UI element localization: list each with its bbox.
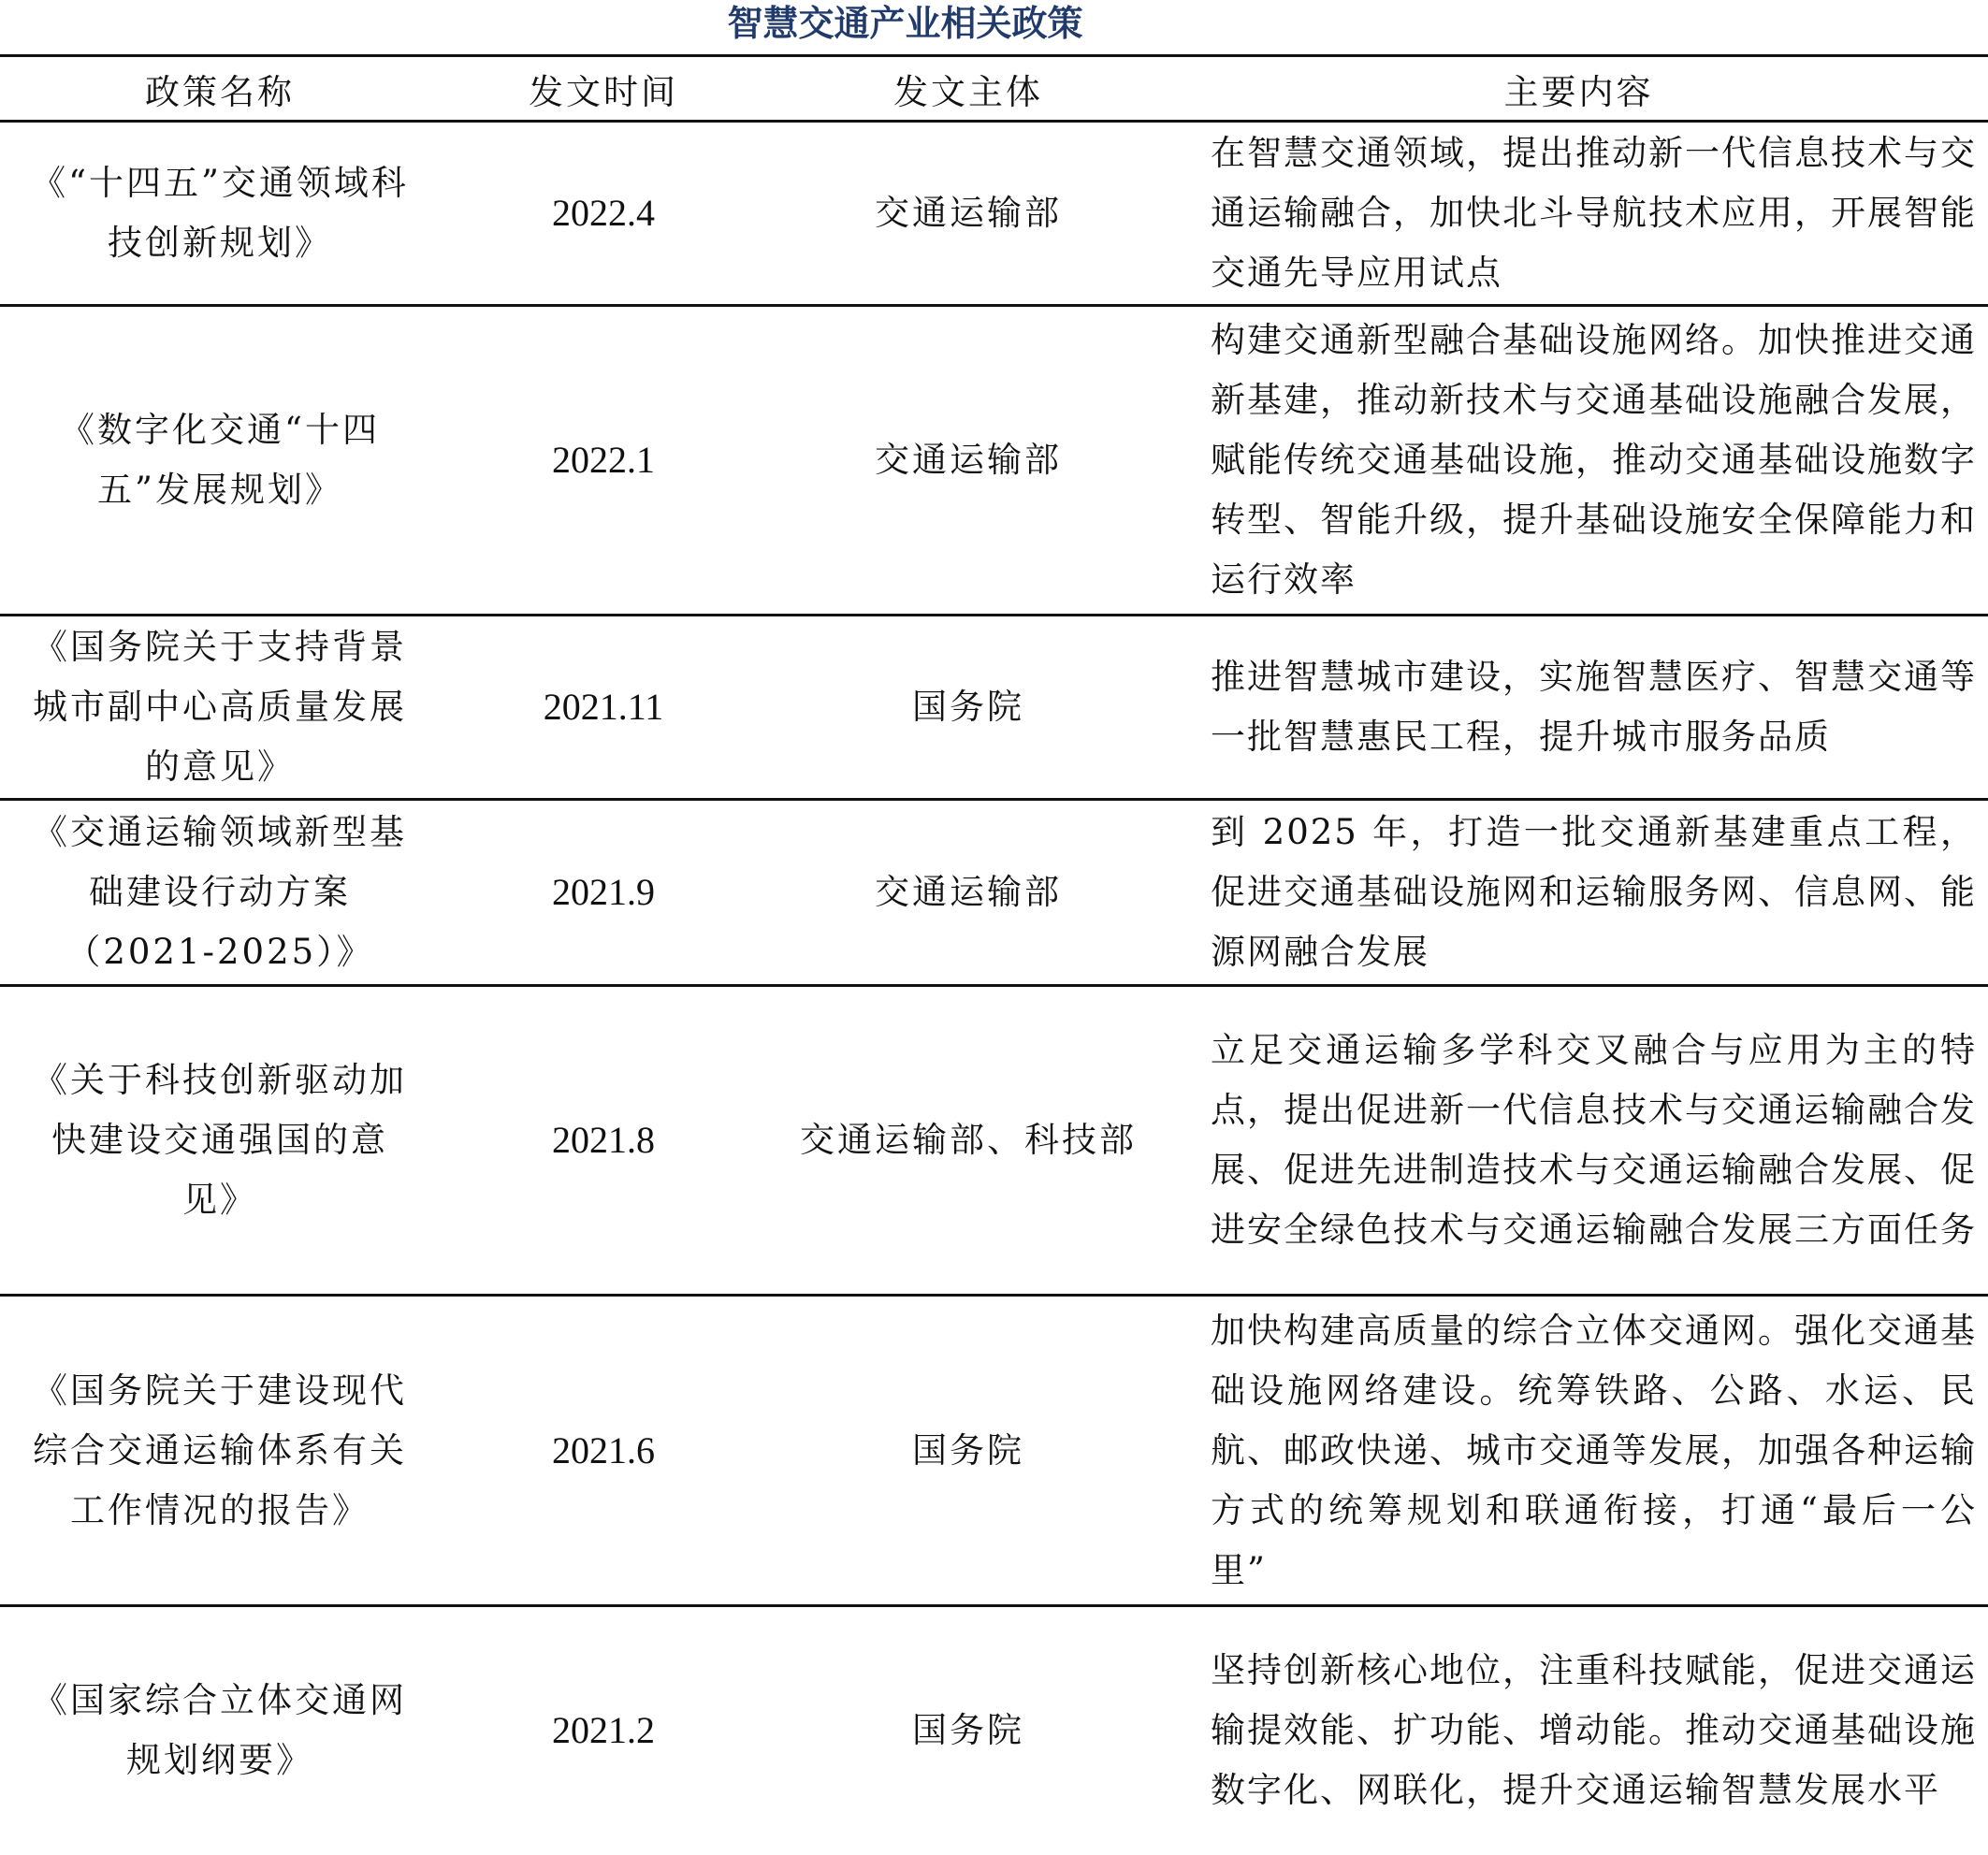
main-content: 坚持创新核心地位，注重科技赋能，促进交通运输提效能、扩功能、增动能。推动交通基础设施数字化、网联化，提升交通运输智慧发展水平 [1211,1650,1977,1811]
policy-name: 《交通运输领域新型基础建设行动方案（2021-2025）》 [33,812,407,972]
issuer: 交通运输部 [767,800,1169,986]
issuer [767,986,1169,1296]
header-issue-date: 发文时间 [440,56,767,122]
policy-name: 《关于科技创新驱动加快建设交通强国的意见》 [33,1060,407,1220]
header-main-content: 主要内容 [1169,56,1988,122]
policy-name-cell [0,1606,440,1855]
issue-date: 2021.11 [440,616,767,800]
policy-table [0,54,1988,1855]
table-row [0,986,1988,1296]
main-content: 推进智慧城市建设，实施智慧医疗、智慧交通等一批智慧惠民工程，提升城市服务品质 [1169,616,1988,800]
issuer: 国务院 [767,1296,1169,1606]
issue-date: 2021.8 [440,986,767,1296]
main-content: 加快构建高质量的综合立体交通网。强化交通基础设施网络建设。统筹铁路、公路、水运、民航、邮政快递、城市交通等发展，加强各种运输方式的统筹规划和联通衔接，打通“最后一公里” [1169,1296,1988,1606]
policy-name-cell [0,800,440,986]
main-content: 在智慧交通领域，提出推动新一代信息技术与交通运输融合，加快北斗导航技术应用，开展智能交通先导应用试点 [1169,122,1988,306]
table-header-row [0,56,1988,122]
policy-name: 《国务院关于建设现代综合交通运输体系有关工作情况的报告》 [33,1370,407,1530]
issue-date: 2022.1 [440,306,767,616]
main-content: 到 2025 年，打造一批交通新基建重点工程，促进交通基础设施网和运输服务网、信息网、能源网融合发展 [1169,800,1988,986]
table-row [0,800,1988,986]
issuer: 国务院 [912,1710,1024,1751]
issue-date: 2021.9 [440,800,767,986]
policy-name-cell [0,986,440,1296]
policy-name: 《数字化交通“十四五”发展规划》 [60,410,380,510]
main-content: 立足交通运输多学科交叉融合与应用为主的特点，提出促进新一代信息技术与交通运输融合发展、促进先进制造技术与交通运输融合发展、促进安全绿色技术与交通运输融合发展三方面任务 [1169,986,1988,1296]
issuer: 国务院 [767,616,1169,800]
policy-name-cell [0,616,440,800]
main-content: 构建交通新型融合基础设施网络。加快推进交通新基建，推动新技术与交通基础设施融合发展，赋能传统交通基础设施，推动交通基础设施数字转型、智能升级，提升基础设施安全保障能力和运行效率 [1169,306,1988,616]
policy-name-cell [0,1296,440,1606]
table-row [0,616,1988,800]
table-row [0,122,1988,306]
policy-name-cell [0,306,440,616]
header-policy-name: 政策名称 [0,56,440,122]
issuer-text: 交通运输部、科技部 [800,1120,1137,1160]
table-row [0,1606,1988,1855]
table-row [0,306,1988,616]
table-title: 智慧交通产业相关政策 [727,2,1083,44]
issue-date: 2021.2 [552,1709,655,1752]
issue-date: 2022.4 [440,122,767,306]
table-row [0,1296,1988,1606]
header-issuer: 发文主体 [767,56,1169,122]
issuer: 交通运输部 [767,306,1169,616]
policy-name: 《“十四五”交通领域科技创新规划》 [31,163,409,263]
issuer: 交通运输部 [767,122,1169,306]
policy-name-cell [0,122,440,306]
issue-date: 2021.6 [440,1296,767,1606]
policy-name: 《国家综合立体交通网规划纲要》 [33,1680,407,1781]
policy-name: 《国务院关于支持背景城市副中心高质量发展的意见》 [33,627,407,787]
